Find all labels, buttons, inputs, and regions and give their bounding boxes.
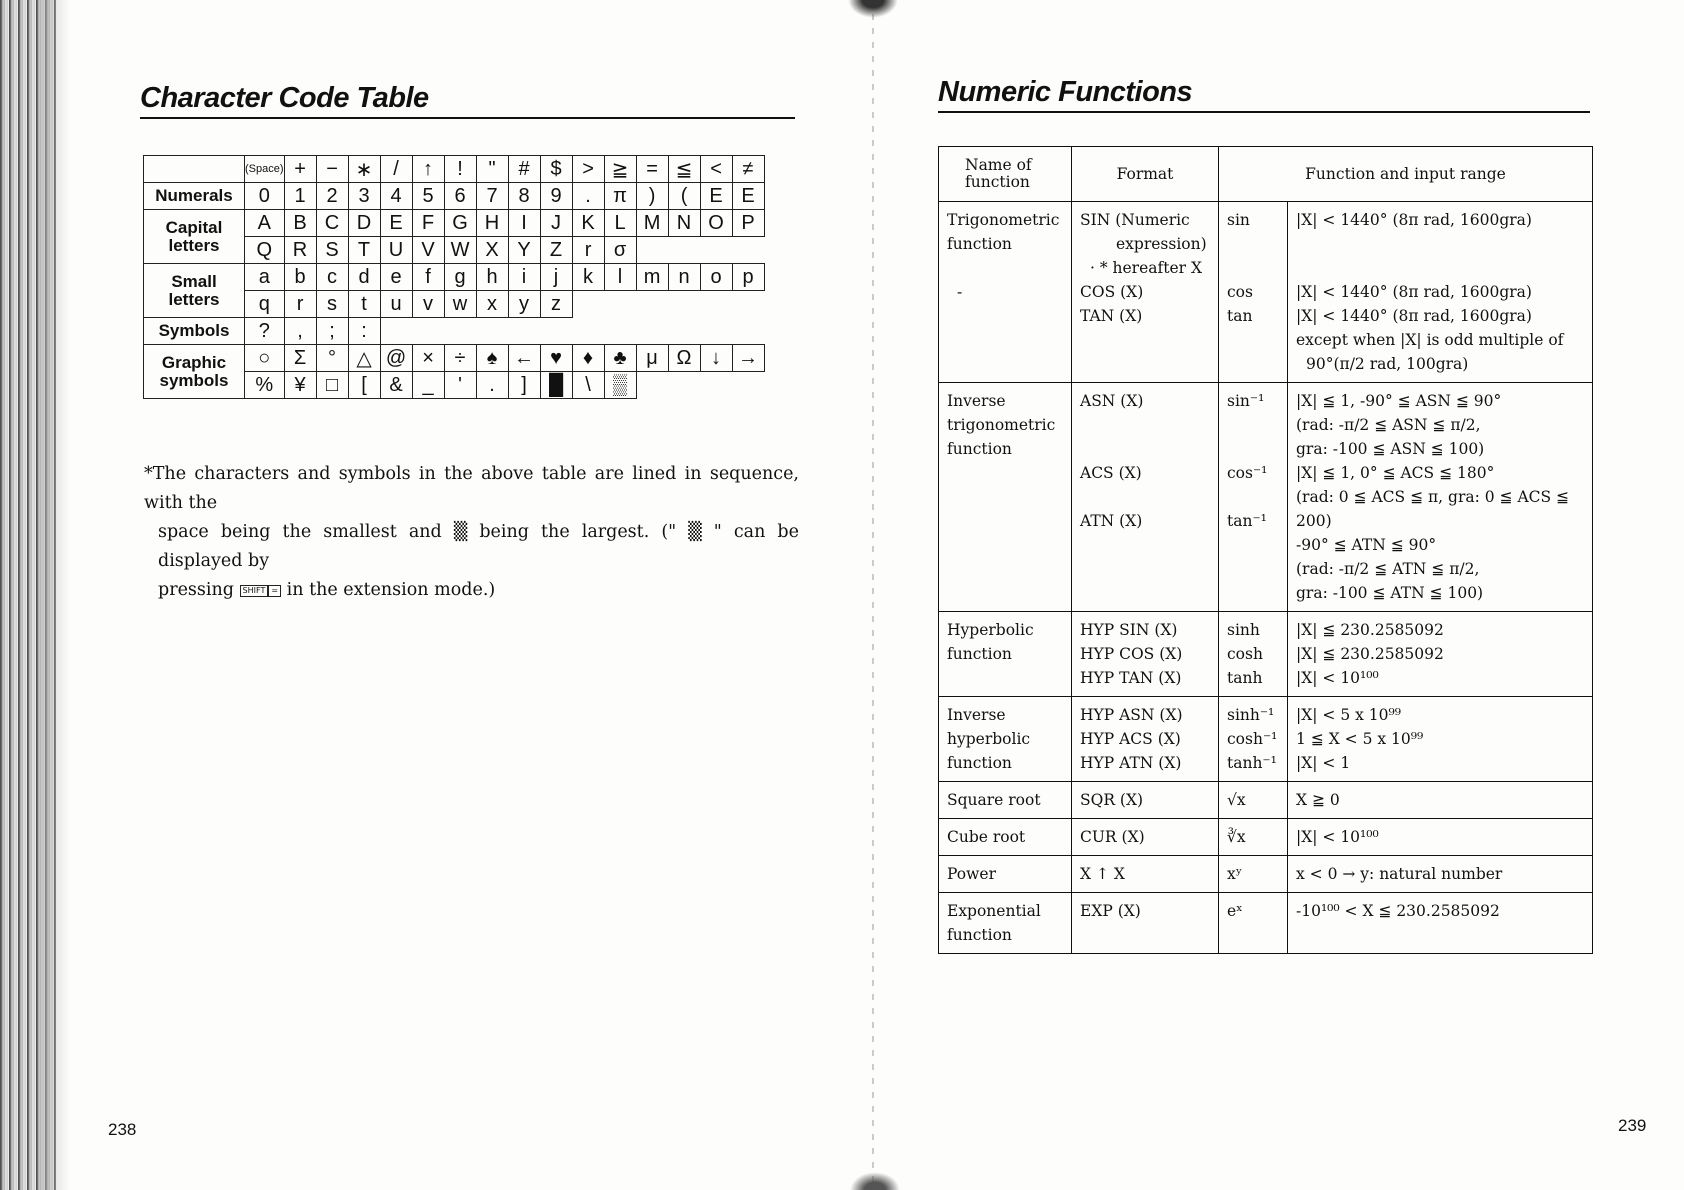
range-line: except when |X| is odd multiple of [1296, 331, 1564, 349]
range-line: |X| < 10¹⁰⁰ [1296, 669, 1379, 687]
page-title-character-code-table: Character Code Table [140, 82, 795, 119]
name-line: function [947, 235, 1012, 253]
char-cell: ? [245, 318, 285, 345]
char-cell: U [380, 237, 412, 264]
empty-cell [700, 237, 732, 264]
symbol-cell: eˣ [1219, 893, 1288, 954]
range-line: 1 ≦ X < 5 x 10⁹⁹ [1296, 730, 1424, 748]
name-line: Hyperbolic [947, 621, 1034, 639]
note-line-3-pre: pressing [158, 580, 234, 600]
name-line: function [947, 754, 1012, 772]
format-line: HYP ASN (X) [1080, 706, 1183, 724]
empty-cell [732, 372, 764, 399]
row-label: Numerals [144, 183, 245, 210]
row-inverse-trigonometric [939, 383, 1593, 612]
char-cell: \ [572, 372, 604, 399]
char-cell: t [348, 291, 380, 318]
char-cell: ∗ [348, 156, 380, 183]
char-cell: F [412, 210, 444, 237]
range-line: (rad: -π/2 ≦ ASN ≦ π/2, [1296, 416, 1481, 434]
char-cell: 1 [284, 183, 316, 210]
char-cell: M [636, 210, 668, 237]
table-note [144, 460, 799, 605]
empty-cell [668, 372, 700, 399]
empty-cell [668, 318, 700, 345]
char-cell: r [284, 291, 316, 318]
empty-cell [572, 318, 604, 345]
char-cell: 3 [348, 183, 380, 210]
char-cell: ↑ [412, 156, 444, 183]
char-cell: R [284, 237, 316, 264]
empty-cell [572, 291, 604, 318]
char-cell: . [476, 372, 508, 399]
char-cell: h [476, 264, 508, 291]
row-trigonometric [939, 202, 1593, 383]
char-cell: ≧ [604, 156, 636, 183]
char-cell: D [348, 210, 380, 237]
symbol-line: sin⁻¹ [1227, 392, 1265, 410]
empty-cell [700, 318, 732, 345]
char-cell: > [572, 156, 604, 183]
character-code-table [143, 155, 765, 399]
empty-cell [636, 372, 668, 399]
format-line: HYP SIN (X) [1080, 621, 1178, 639]
format-line: HYP COS (X) [1080, 645, 1183, 663]
format-line: SIN (Numeric [1080, 211, 1190, 229]
name-line: Trigonometric [947, 211, 1060, 229]
name-line: hyperbolic [947, 730, 1031, 748]
char-cell: + [284, 156, 316, 183]
char-cell: T [348, 237, 380, 264]
range-line: |X| ≦ 230.2585092 [1296, 645, 1444, 663]
range-line: 90°(π/2 rad, 100gra) [1306, 355, 1469, 373]
char-cell: ↓ [700, 345, 732, 372]
empty-cell [636, 318, 668, 345]
format-line: TAN (X) [1080, 307, 1143, 325]
empty-cell [604, 318, 636, 345]
row-label: Small letters [144, 264, 245, 318]
page-number-right: 239 [1618, 1116, 1647, 1135]
char-cell: 2 [316, 183, 348, 210]
row-label: Capital letters [144, 210, 245, 264]
char-cell: p [732, 264, 764, 291]
name-line: Exponential [947, 902, 1041, 920]
char-row [144, 318, 765, 345]
empty-cell [700, 372, 732, 399]
char-row [144, 210, 765, 237]
char-cell: μ [636, 345, 668, 372]
char-cell: b [284, 264, 316, 291]
char-cell: v [412, 291, 444, 318]
char-cell: z [540, 291, 572, 318]
char-cell: ; [316, 318, 348, 345]
char-cell: − [316, 156, 348, 183]
note-line-1: *The characters and symbols in the above table are lined in sequence, with the [144, 464, 799, 513]
numeric-functions-table [938, 146, 1593, 954]
gutter-top-mark [848, 0, 898, 18]
char-cell: 0 [245, 183, 285, 210]
empty-cell [444, 318, 476, 345]
range-line: |X| ≦ 230.2585092 [1296, 621, 1444, 639]
char-cell: × [412, 345, 444, 372]
char-cell: r [572, 237, 604, 264]
char-cell: K [572, 210, 604, 237]
symbol-line: tanh [1227, 669, 1263, 687]
symbol-cell: ∛x [1219, 819, 1288, 856]
range-line: |X| < 1440° (8π rad, 1600gra) [1296, 283, 1532, 301]
range-cell: -10¹⁰⁰ < X ≦ 230.2585092 [1288, 893, 1593, 954]
empty-cell [668, 291, 700, 318]
range-line: |X| < 1440° (8π rad, 1600gra) [1296, 211, 1532, 229]
char-cell: (Space) [245, 156, 285, 183]
char-cell: x [476, 291, 508, 318]
row-cube-root [939, 819, 1593, 856]
name-cell: Cube root [939, 819, 1072, 856]
char-cell: ≠ [732, 156, 764, 183]
range-line: |X| < 5 x 10⁹⁹ [1296, 706, 1401, 724]
row-exponential [939, 893, 1593, 954]
char-cell: → [732, 345, 764, 372]
char-cell: a [245, 264, 285, 291]
row-inverse-hyperbolic [939, 697, 1593, 782]
char-cell: m [636, 264, 668, 291]
char-cell: g [444, 264, 476, 291]
char-cell: q [245, 291, 285, 318]
char-cell: A [245, 210, 285, 237]
char-cell: ! [444, 156, 476, 183]
name-cell: Power [939, 856, 1072, 893]
empty-cell [636, 237, 668, 264]
range-line: |X| < 1440° (8π rad, 1600gra) [1296, 307, 1532, 325]
char-cell: J [540, 210, 572, 237]
row-label [144, 156, 245, 183]
char-cell: ° [316, 345, 348, 372]
char-cell: E [700, 183, 732, 210]
name-line: trigonometric [947, 416, 1056, 434]
range-line: |X| < 1 [1296, 754, 1351, 772]
symbol-line: cos [1227, 283, 1253, 301]
name-line: - [957, 283, 963, 301]
range-cell: x < 0 → y: natural number [1288, 856, 1593, 893]
char-cell: e [380, 264, 412, 291]
char-cell: L [604, 210, 636, 237]
char-cell: π [604, 183, 636, 210]
char-cell: " [476, 156, 508, 183]
range-line: -90° ≦ ATN ≦ 90° [1296, 536, 1437, 554]
char-cell: Z [540, 237, 572, 264]
char-cell: u [380, 291, 412, 318]
char-cell: ♥ [540, 345, 572, 372]
format-line: expression) [1116, 235, 1207, 253]
char-cell: W [444, 237, 476, 264]
char-cell: l [604, 264, 636, 291]
header-range: Function and input range [1219, 147, 1593, 202]
symbol-line: cos⁻¹ [1227, 464, 1268, 482]
char-cell: ≦ [668, 156, 700, 183]
char-cell: ♠ [476, 345, 508, 372]
name-line: function [947, 440, 1012, 458]
empty-cell [636, 291, 668, 318]
format-line: ASN (X) [1080, 392, 1144, 410]
char-cell: V [412, 237, 444, 264]
char-cell: i [508, 264, 540, 291]
char-cell: S [316, 237, 348, 264]
char-cell: X [476, 237, 508, 264]
range-cell: X ≧ 0 [1288, 782, 1593, 819]
symbol-cell: √x [1219, 782, 1288, 819]
range-line: |X| ≦ 1, 0° ≦ ACS ≦ 180° [1296, 464, 1495, 482]
char-cell: I [508, 210, 540, 237]
name-line: Inverse [947, 706, 1006, 724]
empty-cell [700, 291, 732, 318]
row-label: Graphic symbols [144, 345, 245, 399]
note-line-3-post: in the extension mode.) [286, 580, 496, 600]
row-label: Symbols [144, 318, 245, 345]
shift-key-icon: SHIFT [240, 585, 269, 597]
char-cell: j [540, 264, 572, 291]
format-line: HYP ACS (X) [1080, 730, 1181, 748]
format-line: COS (X) [1080, 283, 1144, 301]
name-line: function [947, 645, 1012, 663]
empty-cell [732, 237, 764, 264]
char-cell: G [444, 210, 476, 237]
char-cell: ÷ [444, 345, 476, 372]
char-cell: ( [668, 183, 700, 210]
char-cell: △ [348, 345, 380, 372]
empty-cell [604, 291, 636, 318]
empty-cell [508, 318, 540, 345]
format-cell: SQR (X) [1072, 782, 1219, 819]
char-cell: Y [508, 237, 540, 264]
format-cell: CUR (X) [1072, 819, 1219, 856]
symbol-line: sinh [1227, 621, 1260, 639]
symbol-cell: xʸ [1219, 856, 1288, 893]
char-cell: k [572, 264, 604, 291]
gutter-bottom-mark [850, 1172, 900, 1190]
char-row [144, 264, 765, 291]
range-line: gra: -100 ≦ ASN ≦ 100) [1296, 440, 1485, 458]
char-cell: C [316, 210, 348, 237]
page-gutter [872, 0, 874, 1190]
format-line: · * hereafter X [1090, 259, 1203, 277]
char-row [144, 183, 765, 210]
row-hyperbolic [939, 612, 1593, 697]
page-title-numeric-functions: Numeric Functions [938, 76, 1590, 113]
char-cell: σ [604, 237, 636, 264]
page-number-left: 238 [108, 1120, 137, 1139]
char-cell: O [700, 210, 732, 237]
char-cell: H [476, 210, 508, 237]
char-cell: ¥ [284, 372, 316, 399]
char-cell: @ [380, 345, 412, 372]
empty-cell [668, 237, 700, 264]
empty-cell [412, 318, 444, 345]
format-cell: EXP (X) [1072, 893, 1219, 954]
empty-cell [540, 318, 572, 345]
char-cell: o [700, 264, 732, 291]
char-cell: ▒ [604, 372, 636, 399]
symbol-line: tan⁻¹ [1227, 512, 1267, 530]
format-line: HYP ATN (X) [1080, 754, 1182, 772]
symbol-line: sinh⁻¹ [1227, 706, 1275, 724]
char-cell: ← [508, 345, 540, 372]
format-line: ACS (X) [1080, 464, 1142, 482]
char-cell: 9 [540, 183, 572, 210]
note-line-2: space being the smallest and ▒ being the largest. (" ▒ " can be displayed by [158, 522, 799, 571]
range-line: (rad: -π/2 ≦ ATN ≦ π/2, [1296, 560, 1480, 578]
char-cell: ○ [245, 345, 285, 372]
empty-cell [380, 318, 412, 345]
binding-fade [40, 0, 70, 1190]
char-cell: $ [540, 156, 572, 183]
symbol-line: cosh [1227, 645, 1263, 663]
char-cell: E [380, 210, 412, 237]
char-cell: ] [508, 372, 540, 399]
range-line: |X| ≦ 1, -90° ≦ ASN ≦ 90° [1296, 392, 1502, 410]
char-cell: # [508, 156, 540, 183]
note-line-3 [144, 576, 799, 605]
char-cell: = [636, 156, 668, 183]
symbol-line: tanh⁻¹ [1227, 754, 1277, 772]
char-cell: 4 [380, 183, 412, 210]
char-cell: . [572, 183, 604, 210]
char-cell: Ω [668, 345, 700, 372]
char-cell: ) [636, 183, 668, 210]
char-cell: y [508, 291, 540, 318]
empty-cell [732, 291, 764, 318]
char-cell: d [348, 264, 380, 291]
char-cell: 7 [476, 183, 508, 210]
char-cell: Q [245, 237, 285, 264]
char-cell: Σ [284, 345, 316, 372]
char-cell: < [700, 156, 732, 183]
char-cell: % [245, 372, 285, 399]
char-cell: w [444, 291, 476, 318]
char-cell: □ [316, 372, 348, 399]
table-header-row [939, 147, 1593, 202]
char-cell: ' [444, 372, 476, 399]
char-cell: , [284, 318, 316, 345]
char-cell: █ [540, 372, 572, 399]
range-line: gra: -100 ≦ ATN ≦ 100) [1296, 584, 1484, 602]
char-row [144, 156, 765, 183]
char-cell: c [316, 264, 348, 291]
char-row [144, 345, 765, 372]
range-line: (rad: 0 ≦ ACS ≦ π, gra: 0 ≦ ACS ≦ 200) [1296, 488, 1570, 530]
symbol-line: cosh⁻¹ [1227, 730, 1278, 748]
char-cell: N [668, 210, 700, 237]
char-cell: P [732, 210, 764, 237]
empty-cell [732, 318, 764, 345]
char-cell: f [412, 264, 444, 291]
row-square-root [939, 782, 1593, 819]
equals-key-icon: = [268, 585, 281, 597]
char-cell: n [668, 264, 700, 291]
range-cell: |X| < 10¹⁰⁰ [1288, 819, 1593, 856]
char-cell: _ [412, 372, 444, 399]
char-cell: ♦ [572, 345, 604, 372]
char-cell: B [284, 210, 316, 237]
name-line: Inverse [947, 392, 1006, 410]
char-cell: / [380, 156, 412, 183]
header-format: Format [1072, 147, 1219, 202]
char-cell: 6 [444, 183, 476, 210]
symbol-line: sin [1227, 211, 1250, 229]
char-cell: : [348, 318, 380, 345]
empty-cell [476, 318, 508, 345]
char-cell: 8 [508, 183, 540, 210]
char-cell: ♣ [604, 345, 636, 372]
name-line: function [947, 926, 1012, 944]
char-cell: s [316, 291, 348, 318]
header-name: Name of function [939, 147, 1072, 202]
char-cell: E [732, 183, 764, 210]
name-cell: Square root [939, 782, 1072, 819]
format-line: ATN (X) [1080, 512, 1143, 530]
char-cell: [ [348, 372, 380, 399]
row-power [939, 856, 1593, 893]
char-cell: & [380, 372, 412, 399]
symbol-line: tan [1227, 307, 1253, 325]
format-line: HYP TAN (X) [1080, 669, 1182, 687]
char-cell: 5 [412, 183, 444, 210]
format-cell: X ↑ X [1072, 856, 1219, 893]
